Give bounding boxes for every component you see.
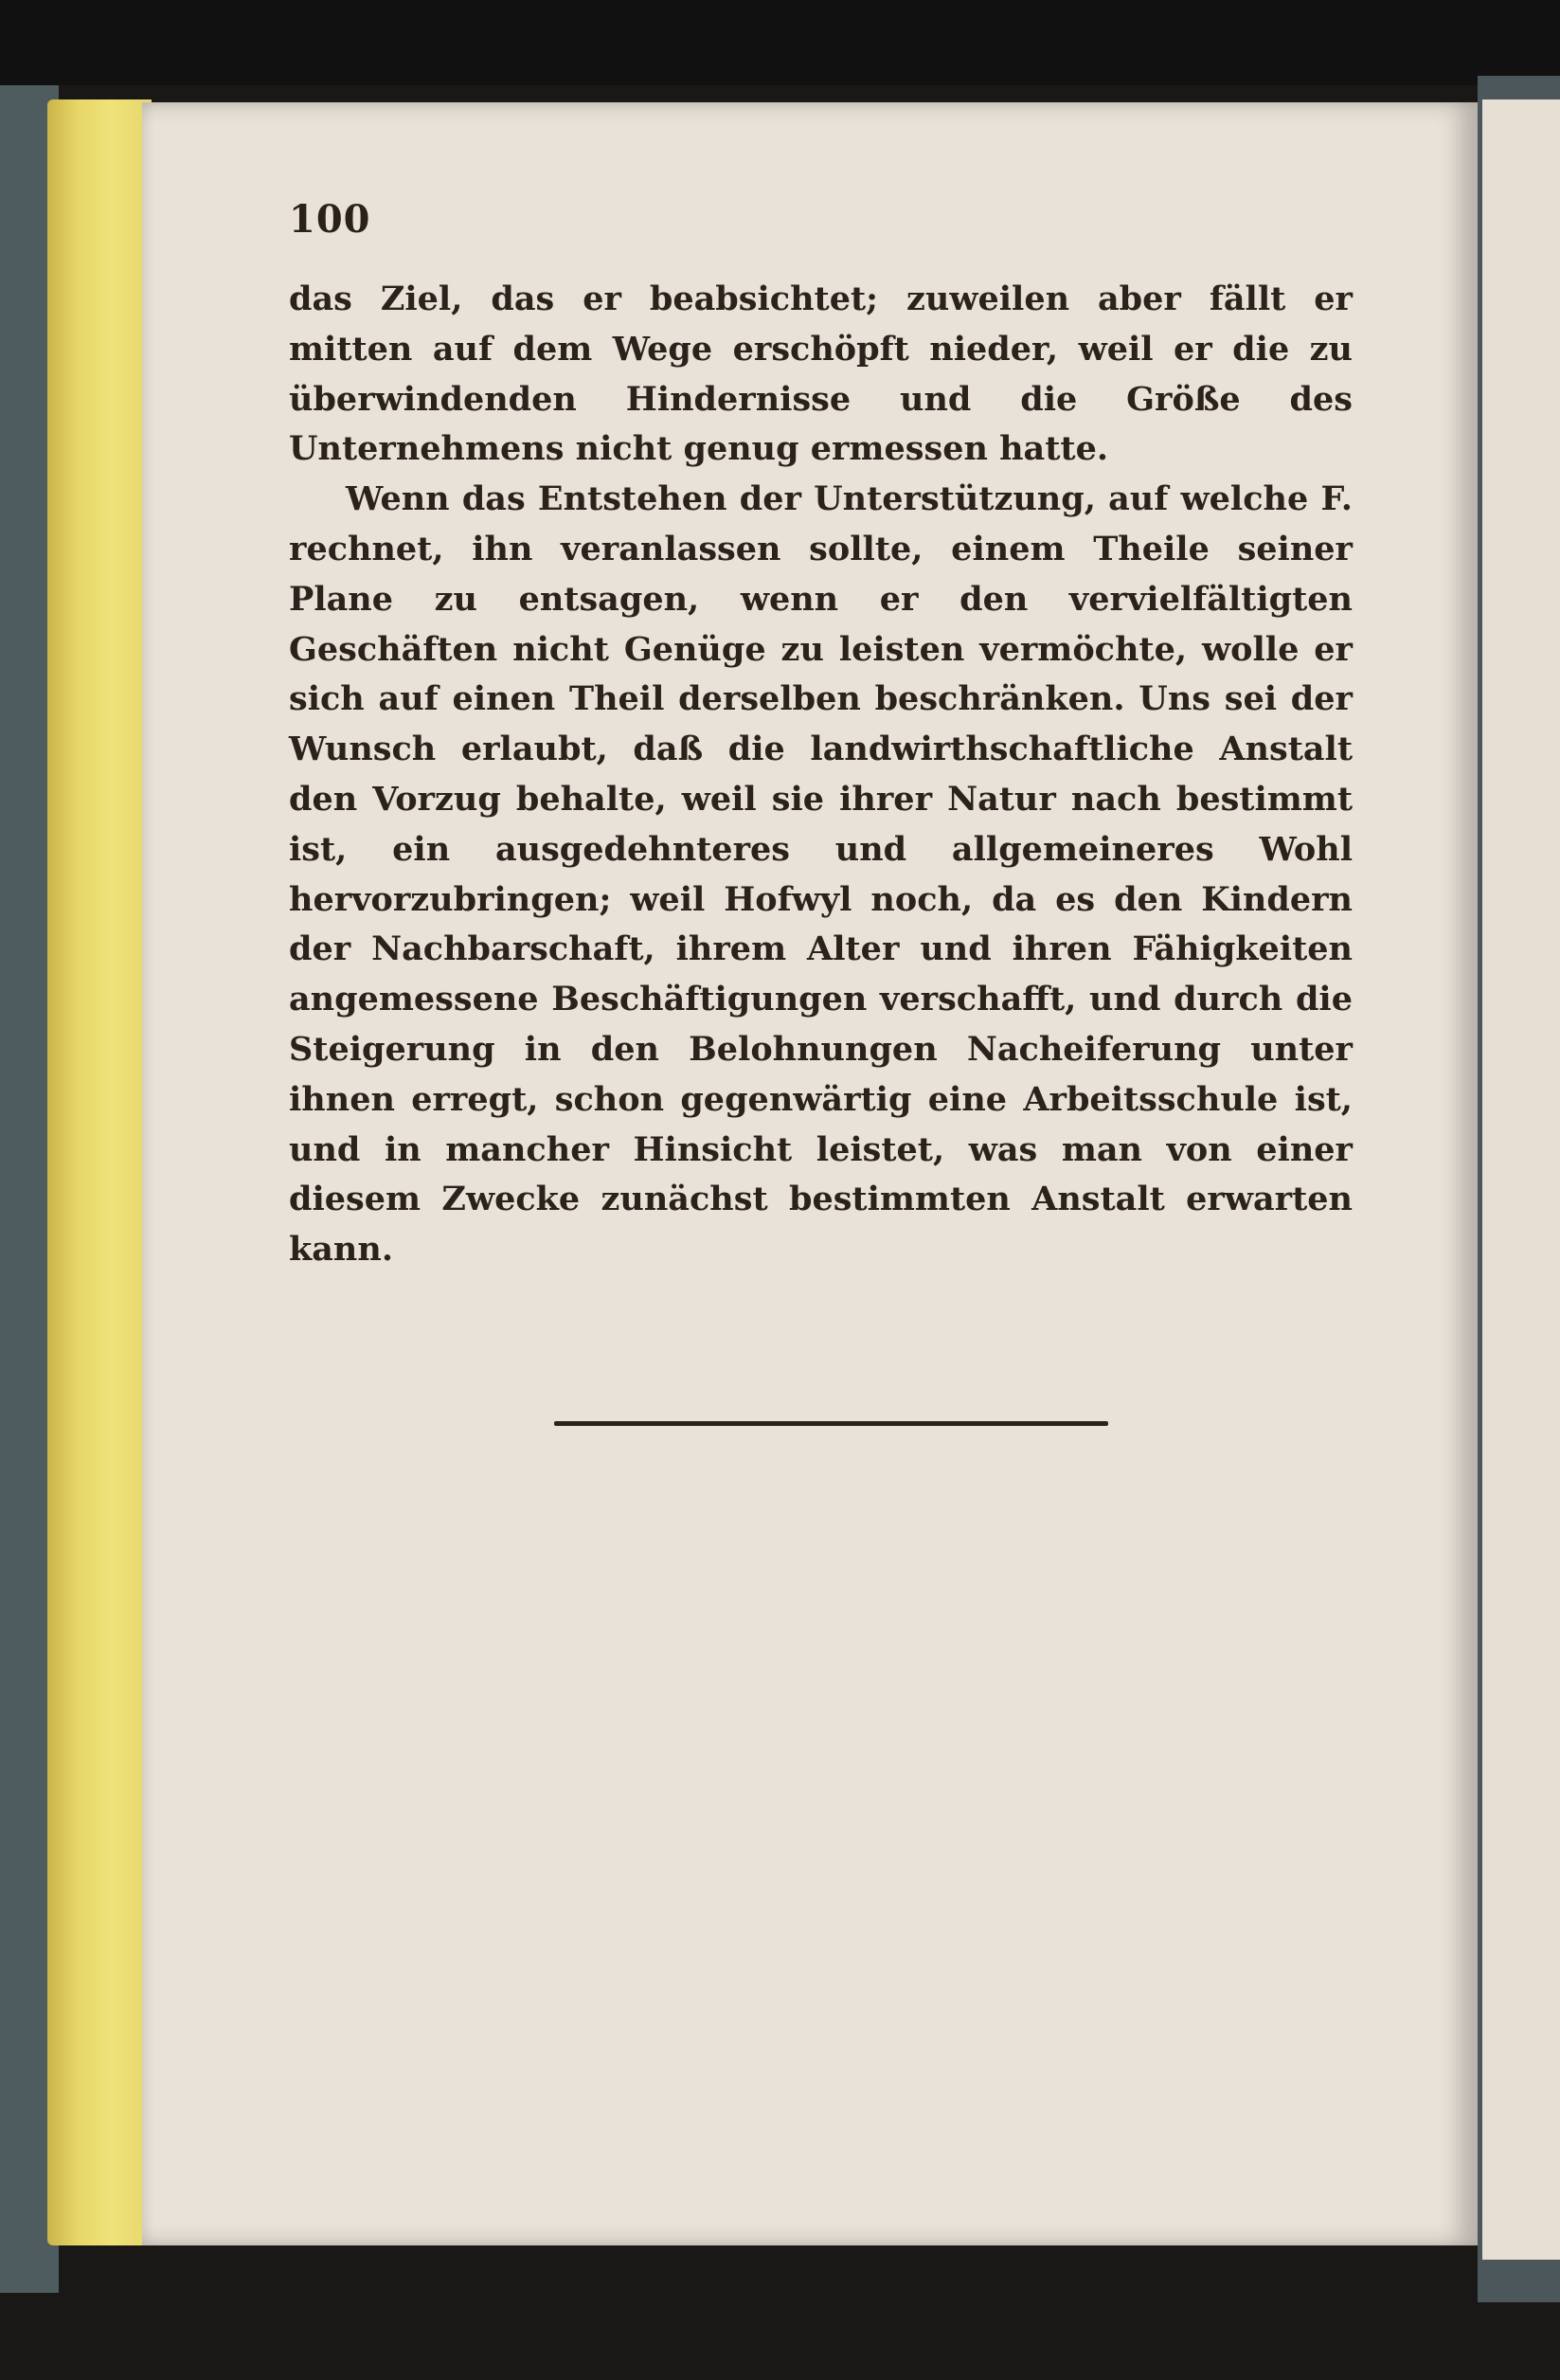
page-number: 100	[289, 197, 371, 242]
paragraph-2: Wenn das Entstehen der Unterstützung, auf welche F. rechnet, ihn veranlassen sollte, einem Theile seiner Plane zu entsagen, wenn er den vervielfältigten Geschäften nicht Genüge zu leisten vermöchte, wolle er sich auf einen Theil derselben beschränken. Uns sei der Wunsch erlaubt, daß die landwirthschaftliche Anstalt den Vorzug behalte, weil sie ihrer Natur nach bestimmt ist, ein ausgedehnteres und allgemeineres Wohl hervorzubringen; weil Hofwyl noch, da es den Kindern der Nachbarschaft, ihrem Alter und ihren Fähigkeiten angemessene Beschäftigungen verschafft, und durch die Steigerung in den Belohnungen Nacheiferung unter ihnen erregt, schon gegenwärtig eine Arbeitsschule ist, und in mancher Hinsicht leistet, was man von einer diesem Zwecke zunächst bestimmten Anstalt erwarten kann.	[289, 479, 1353, 1270]
paragraph-1: das Ziel, das er beabsichtet; zuweilen aber fällt er mitten auf dem Wege erschöpft nieder, weil er die zu überwindenden Hindernisse und die Größe des Unternehmens nicht genug ermessen hatte.	[289, 279, 1353, 469]
page-text	[289, 275, 1353, 1275]
background-shadow	[0, 0, 1560, 85]
section-divider-rule	[554, 1421, 1108, 1426]
facing-page-edge	[1482, 99, 1560, 2260]
page-edges	[47, 99, 152, 2245]
